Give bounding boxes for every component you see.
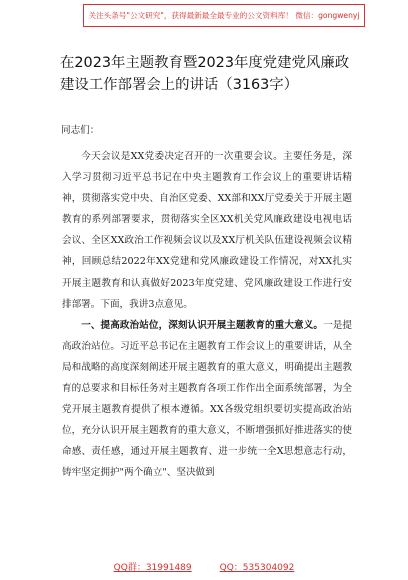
section-1-paragraph <box>62 315 352 484</box>
document-title: 在2023年主题教育暨2023年度党建党风廉政建设工作部署会上的讲话（3163字） <box>60 55 350 93</box>
document-body <box>62 146 352 484</box>
intro-paragraph: 今天会议是XX党委决定召开的一次重要会议。主要任务是，深入学习贯彻习近平总书记在中央主题教育工作会议上的重要讲话精神，贯彻落实党中央、自治区党委、XX部和XX厅党委关于开展主题教育的系列部署要求，贯彻落实全区XX机关党风廉政建设电视电话会议、全区XX政治工作视频会议以及XX厅机关队伍建设视频会议精神，回顾总结2022年XX党建和党风廉政建设工作情况，对XX扎实开展主题教育和认真做好2023年度党建、党风廉政建设工作进行安排部署。下面，我讲3点意见。 <box>62 151 352 310</box>
greeting: 同志们： <box>61 125 100 136</box>
promo-banner <box>83 4 365 27</box>
promo-banner-text: 关注头条号"公文研究"，获得最新最全最专业的公文资料库！ 微信：gongwenyj <box>88 11 360 20</box>
section-1-text: 一是提高政治站位。习近平总书记在主题教育工作会议上的重要讲话，从全局和战略的高度深刻阐述开展主题教育的重大意义，明确提出主题教育的总要求和目标任务对主题教育各项工作作出全面系统部署，为全党开展主题教育提供了根本遵循。XX各级党组织要切实提高政治站位，充分认识开展主题教育的重大意义，不断增强抓好推进落实的使命感、责任感，通过开展主题教育、进一步统一全X思想意志行动，铸牢坚定拥护"两个确立"、坚决做到 <box>62 319 353 479</box>
footer-qq-link[interactable]: QQ：535304092 <box>219 563 295 573</box>
section-1-heading: 一、提高政治站位，深刻认识开展主题教育的重大意义。 <box>81 319 324 331</box>
footer-contacts <box>0 560 408 576</box>
footer-qq-group-link[interactable]: QQ群：31991489 <box>113 563 192 573</box>
